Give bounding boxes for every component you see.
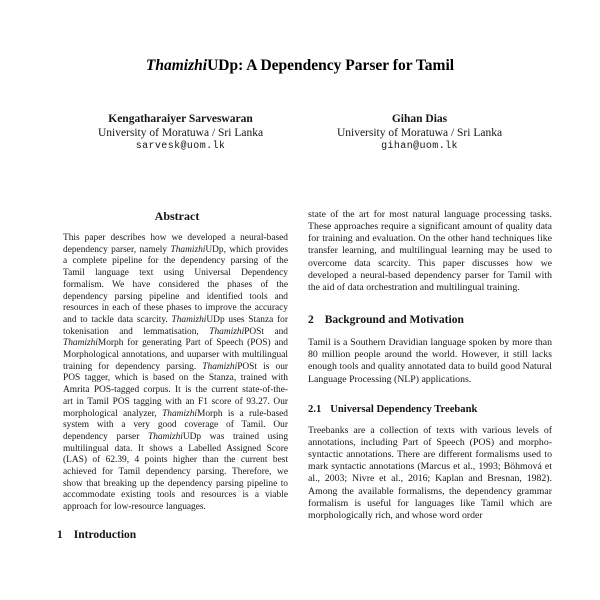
section-number: 1 — [57, 528, 63, 541]
section-title: Universal Dependency Treebank — [330, 403, 478, 415]
author-block-2 — [317, 113, 522, 154]
author-affiliation: University of Moratuwa / Sri Lanka — [336, 126, 503, 139]
section-title: Introduction — [73, 528, 137, 541]
author-name: Gihan Dias — [391, 113, 448, 125]
abstract-heading: Abstract — [154, 209, 200, 223]
author-row — [0, 113, 600, 154]
author-affiliation: University of Moratuwa / Sri Lanka — [97, 126, 264, 139]
abstract-text: This paper describes how we developed a neural-based dependency parser, namely ThamizhiUDp, which provides a complete pipeline for the dependency parsing of the Tamil language text using Universal Dependency formalism. We have considered the phases of the dependency parsing pipeline and identified tools and resources in each of these phases to improve the accuracy and to tackle data scarcity. ThamizhiUDp uses Stanza for tokenisation and lemmatisation, ThamizhiPOSt and ThamizhiMorph for generating Part of Speech (POS) and Morphological annotations, and uuparser with multilingual training for dependency parsing. ThamizhiPOSt is our POS tagger, which is based on the Stanza, trained with Amrita POS-tagged corpus. It is the current state-of-the-art in Tamil POS tagging with an F1 score of 93.27. Our morphological analyzer, ThamizhiMorph is a rule-based system with a very good coverage of Tamil. Our dependency parser ThamizhiUDp was trained using multilingual data. It shows a Labelled Assigned Score (LAS) of 62.39, 4 points higher than the current best achieved for Tamil dependency parsing. Therefore, we show that breaking up the dependency parsing pipeline to accommodate existing tools and resources is a viable approach for low-resource languages. — [63, 233, 289, 513]
section-number: 2 — [308, 314, 314, 327]
author-block-1 — [78, 113, 283, 154]
paper-title: ThamizhiUDp: A Dependency Parser for Tamil — [145, 57, 455, 74]
body-paragraph-treebanks: Treebanks are a collection of texts with various levels of annotations, including Part of Speech (POS) and morpho-syntactic annotations. There are different formalisms used to mark syntactic annotations (Marcus et al., 1993; Böhmová et al., 2003; Nivre et al., 2016; Kaplan and Bresnan, 1982). Among the available formalisms, the dependency grammar formalism is useful for languages like Tamil which are morphologically rich, and whose word order — [308, 424, 552, 521]
section-heading-introduction — [57, 528, 297, 542]
column-left — [57, 209, 297, 542]
column-right — [308, 209, 552, 542]
two-column-body — [0, 209, 600, 542]
body-paragraph-intro-continuation: state of the art for most natural language processing tasks. These approaches require a significant amount of quality data for training and evaluation. On the other hand techniques like transfer learning, and multilingual learning may be used to overcome data scarcity. This paper discusses how we developed a neural-based dependency parser for Tamil with the aid of data orchestration and multilingual training. — [308, 209, 552, 293]
section-number: 2.1 — [308, 403, 322, 415]
section-title: Background and Motivation — [324, 314, 464, 327]
section-heading-ud-treebank — [308, 403, 552, 416]
author-name: Kengatharaiyer Sarveswaran — [108, 113, 253, 125]
author-email: gihan@uom.lk — [381, 141, 458, 152]
author-email: sarvesk@uom.lk — [135, 141, 226, 152]
body-paragraph-tamil: Tamil is a Southern Dravidian language spoken by more than 80 million people around the world. However, it still lacks enough tools and quality annotated data to build good Natural Language Processing (NLP) applications. — [308, 337, 552, 385]
section-heading-background — [308, 313, 552, 327]
